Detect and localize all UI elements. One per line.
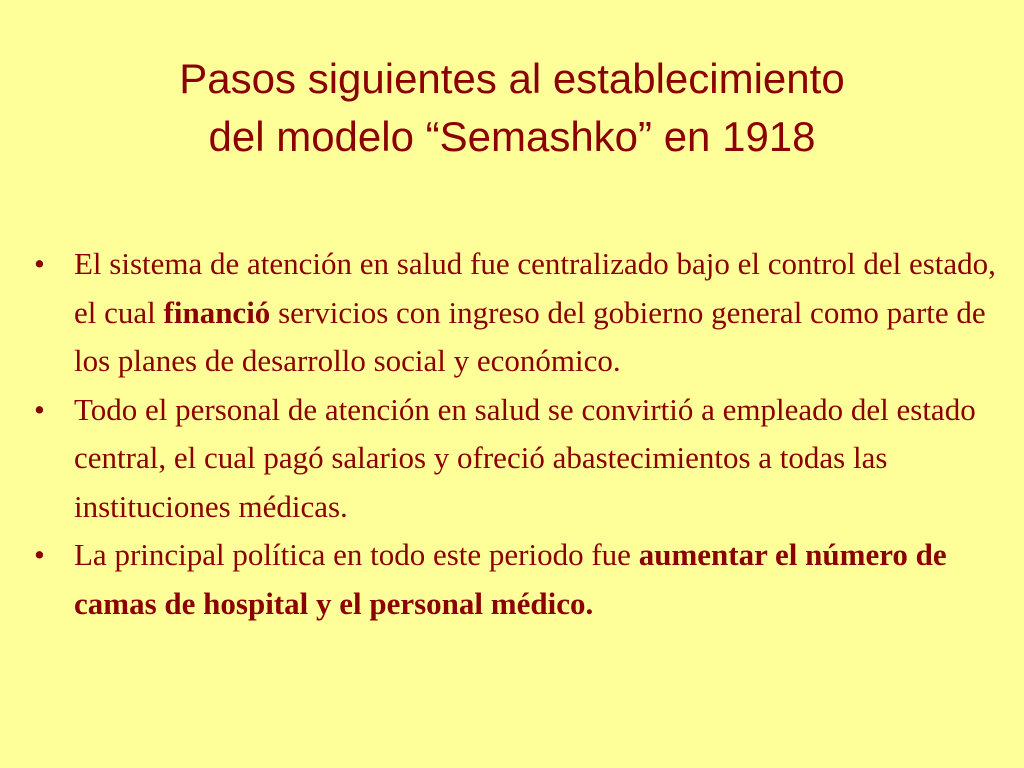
bullet-1-bold-text: financió [163,294,271,330]
bullet-marker: • [34,391,45,427]
bullet-item-2 [34,386,1004,532]
slide-title [0,50,1024,166]
bullet-1-text-start: El sistema de atención en salud fue centralizado bajo el control del estado, el cual [74,246,996,330]
bullet-item-1 [34,240,1004,386]
bullet-3-text-start: La principal política en todo este periodo fue [74,537,639,572]
bullet-marker: • [34,537,45,572]
bullet-3-bold-text: aumentar el número de camas de hospital y el personal médico. [74,537,947,621]
slide-title-line-2: del modelo “Semashko” en 1918 [208,113,816,160]
bullet-2-text: Todo el personal de atención en salud se convirtió a empleado del estado central, el cual pagó salarios y ofreció abastecimientos a todas las instituciones médicas. [74,391,976,524]
bullet-list [34,240,1004,628]
slide-title-line-1: Pasos siguientes al establecimiento [179,55,845,102]
bullet-marker: • [34,246,45,281]
bullet-1-text-end: servicios con ingreso del gobierno general como parte de los planes de desarrollo social y económico. [74,294,986,378]
bullet-item-3 [34,531,1004,628]
